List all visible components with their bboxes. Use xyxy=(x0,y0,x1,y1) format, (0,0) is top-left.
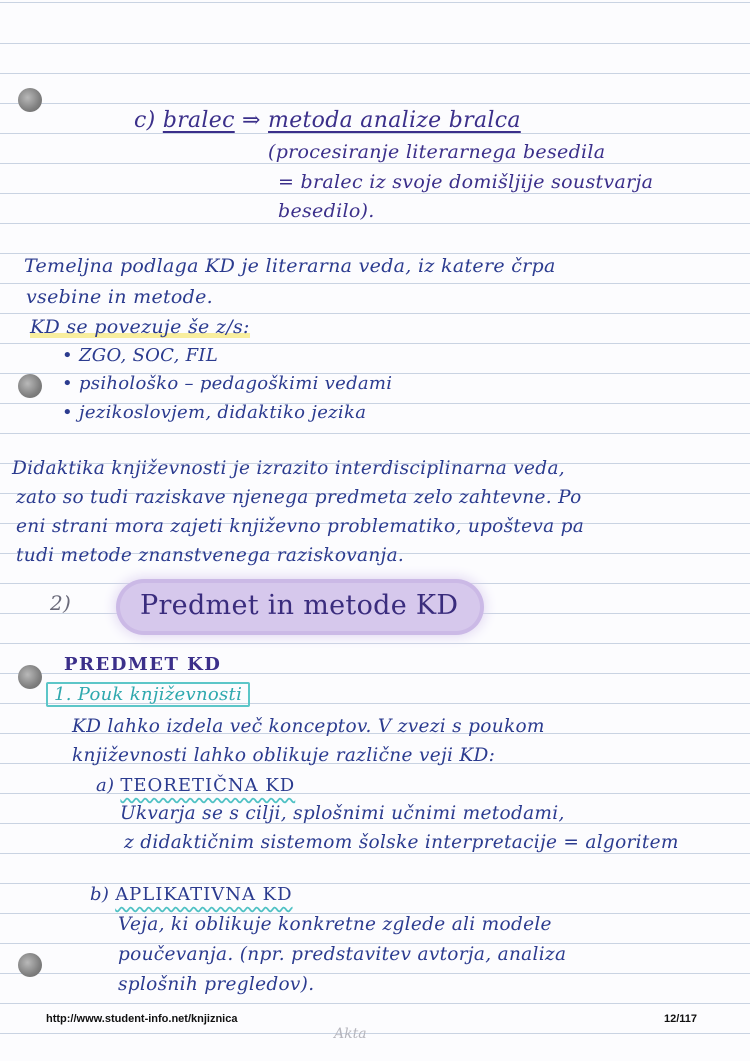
punch-hole xyxy=(18,953,42,977)
section-c-title: bralec xyxy=(162,108,235,133)
subsection-b-heading: b) APLIKATIVNA KD xyxy=(90,884,293,905)
predmet-line: KD lahko izdela več konceptov. V zvezi s poukom xyxy=(72,716,545,737)
section-c-note-line: (procesiranje literarnega besedila xyxy=(268,141,606,163)
bullet-item: • psihološko – pedagoškimi vedami xyxy=(62,373,393,394)
subsection-a-heading: a) TEORETIČNA KD xyxy=(96,775,296,796)
item-1-title: 1. Pouk književnosti xyxy=(46,684,250,705)
section-c-note-line: besedilo). xyxy=(278,200,375,222)
interdisciplinary-line: tudi metode znanstvenega raziskovanja. xyxy=(16,545,405,566)
section-c-method: metoda analize bralca xyxy=(268,108,521,133)
section-c-note-line: = bralec iz svoje domišljije soustvarja xyxy=(278,171,654,193)
foundation-line: Temeljna podlaga KD je literarna veda, iz katere črpa xyxy=(24,255,556,277)
section-c-heading xyxy=(134,108,521,133)
interdisciplinary-line: eni strani mora zajeti književno problematiko, upošteva pa xyxy=(16,516,585,537)
footer-url[interactable]: http://www.student-info.net/knjiznica xyxy=(46,1013,238,1025)
predmet-line: književnosti lahko oblikuje različne veji KD: xyxy=(72,745,496,766)
interdisciplinary-line: zato so tudi raziskave njenega predmeta zelo zahtevne. Po xyxy=(16,487,582,508)
arrow-icon: ⇒ xyxy=(242,108,261,133)
subsection-b-line: Veja, ki oblikuje konkretne zglede ali modele xyxy=(118,914,552,935)
interdisciplinary-line: Didaktika književnosti je izrazito interdisciplinarna veda, xyxy=(12,458,565,479)
subsection-b-line: poučevanja. (npr. predstavitev avtorja, analiza xyxy=(118,944,567,965)
brand-logo: Akta xyxy=(334,1026,367,1042)
bullet-item: • ZGO, SOC, FIL xyxy=(62,345,219,366)
foundation-line: vsebine in metode. xyxy=(26,286,214,308)
bullet-item: • jezikoslovjem, didaktiko jezika xyxy=(62,402,367,423)
section-number: 2) xyxy=(50,591,72,615)
connects-label: KD se povezuje še z/s: xyxy=(30,316,250,338)
punch-hole xyxy=(18,88,42,112)
predmet-title: PREDMET KD xyxy=(64,654,222,675)
subsection-a-line: z didaktičnim sistemom šolske interpretacije = algoritem xyxy=(124,832,679,853)
section-heading: Predmet in metode KD xyxy=(140,590,459,621)
subsection-a-line: Ukvarja se s cilji, splošnimi učnimi metodami, xyxy=(120,803,565,824)
subsection-b-line: splošnih pregledov). xyxy=(118,974,315,995)
punch-hole xyxy=(18,374,42,398)
page-counter: 12/117 xyxy=(664,1013,698,1025)
section-c-marker: c) xyxy=(134,108,156,133)
punch-hole xyxy=(18,665,42,689)
